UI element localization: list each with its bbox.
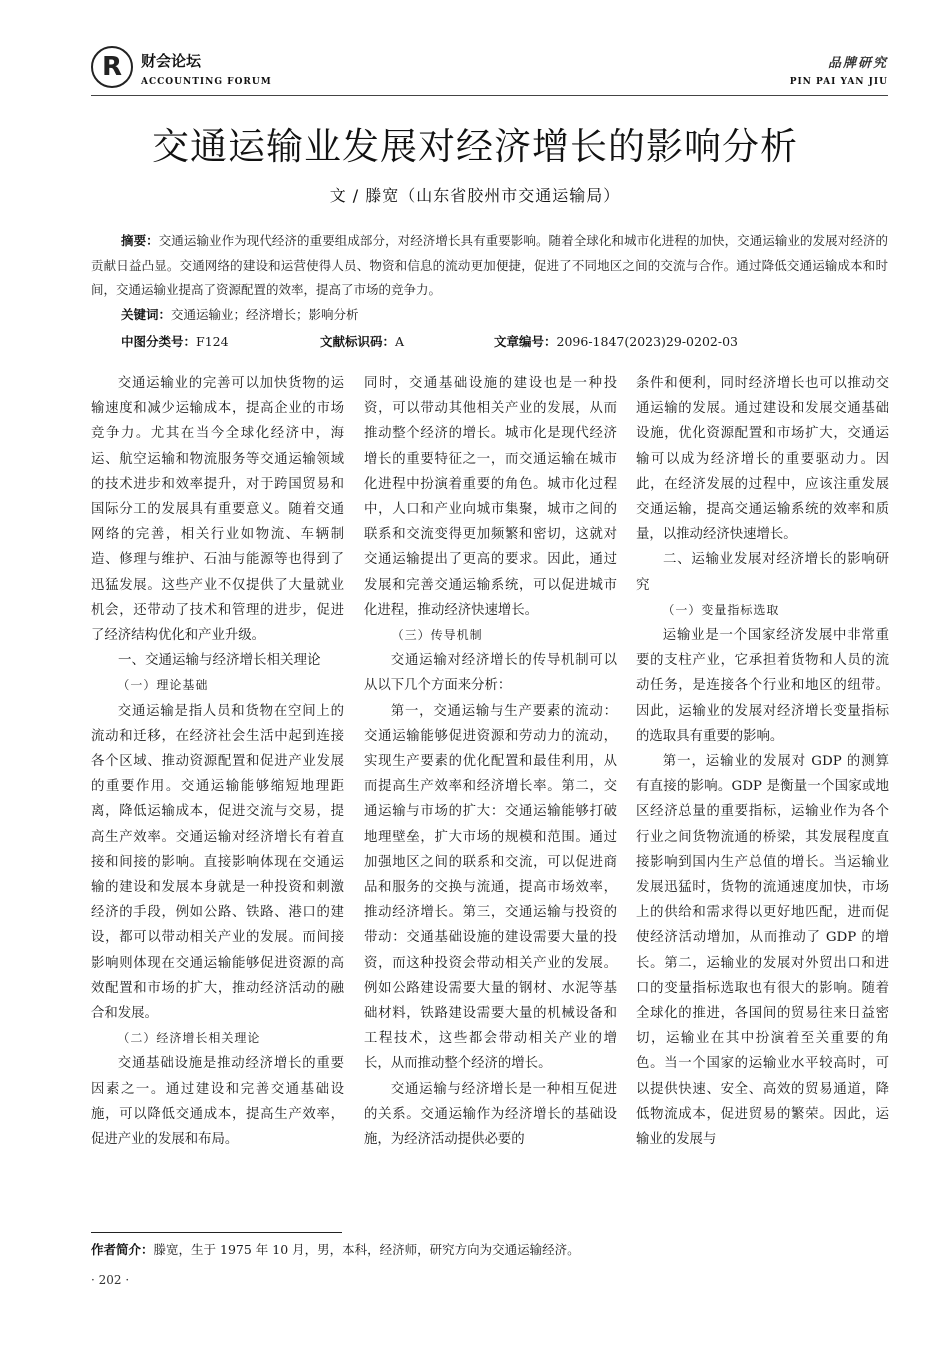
clc-label: 中图分类号： xyxy=(121,334,197,349)
abstract xyxy=(91,229,888,303)
author-bio-text: 滕宽，生于 1975 年 10 月，男，本科，经济师，研究方向为交通运输经济。 xyxy=(153,1242,580,1257)
section-name-en: PIN PAI YAN JIU xyxy=(789,77,888,87)
page-number: · 202 · xyxy=(91,1273,130,1287)
paragraph: 交通运输是指人员和货物在空间上的流动和迁移，在经济社会生活中起到连接各个区域、推动资源配置和促进产业发展的重要作用。交通运输能够缩短地理距离，降低运输成本，促进交流与交易，提高生产效率。交通运输对经济增长有着直接和间接的影响。直接影响体现在交通运输的建设和发展本身就是一种投资和刺激经济的手段，例如公路、铁路、港口的建设，都可以带动相关产业的发展。而间接影响则体现在交通运输能够促进资源的高效配置和市场的扩大，推动经济活动的融合和发展。 xyxy=(91,703,344,1022)
clc-number xyxy=(121,333,229,351)
journal-logo: R xyxy=(91,46,133,88)
paragraph: 交通运输对经济增长的传导机制可以从以下几个方面来分析： xyxy=(364,653,617,694)
abstract-text: 交通运输业作为现代经济的重要组成部分，对经济增长具有重要影响。随着全球化和城市化进程的加快，交通运输业的发展对经济的贡献日益凸显。交通网络的建设和运营使得人员、物资和信息的流动更加便捷，促进了不同地区之间的交流与合作。通过降低交通运输成本和时间，交通运输业提高了资源配置的效率，提高了市场的竞争力。 xyxy=(91,233,888,297)
article-title: 交通运输业发展对经济增长的影响分析 xyxy=(152,125,798,168)
article-number xyxy=(494,333,738,351)
article-number-label: 文章编号： xyxy=(494,334,557,349)
article-number-value: 2096-1847(2023)29-0202-03 xyxy=(556,334,738,349)
doc-label: 文献标识码： xyxy=(320,334,396,349)
author-bio xyxy=(91,1241,580,1259)
paragraph: 交通运输业的完善可以加快货物的运输速度和减少运输成本，提高企业的市场竞争力。尤其在当今全球化经济中，海运、航空运输和物流服务等交通运输领域的技术进步和效率提升，对于跨国贸易和国际分工的发展具有重要意义。随着交通网络的完善，相关行业如物流、车辆制造、修理与维护、石油与能源等也得到了迅猛发展。这些产业不仅提供了大量就业机会，还带动了技术和管理的进步，促进了经济结构优化和产业升级。 xyxy=(91,376,344,644)
body-column-2 xyxy=(364,371,617,1152)
subsection-heading: （三）传导机制 xyxy=(391,628,483,643)
paragraph: 条件和便利，同时经济增长也可以推动交通运输的发展。通过建设和发展交通基础设施，优化资源配置和市场扩大，交通运输可以成为经济增长的重要驱动力。因此，在经济发展的过程中，应该注重发展交通运输，提高交通运输系统的效率和质量，以推动经济快速增长。 xyxy=(636,376,889,543)
abstract-label: 摘要： xyxy=(121,233,159,248)
footnote-rule xyxy=(91,1232,342,1233)
section-heading-1: 一、交通运输与经济增长相关理论 xyxy=(118,652,321,669)
author-bio-label: 作者简介： xyxy=(91,1242,154,1257)
clc-value: F124 xyxy=(196,334,229,349)
body-column-1 xyxy=(91,371,344,1152)
journal-name-en: ACCOUNTING FORUM xyxy=(141,77,272,87)
subsection-heading: （一）理论基础 xyxy=(117,678,209,693)
header-rule xyxy=(91,95,888,96)
body-column-3 xyxy=(636,371,889,1152)
doc-code xyxy=(320,333,404,351)
paragraph: 第一，交通运输与生产要素的流动：交通运输能够促进资源和劳动力的流动，实现生产要素的优化配置和最佳利用，从而提高生产效率和经济增长率。第二，交通运输与市场的扩大：交通运输能够打破地理壁垒，扩大市场的规模和范围。通过加强地区之间的联系和交流，可以促进商品和服务的交换与流通，提高市场效率，推动经济增长。第三，交通运输与投资的带动：交通基础设施的建设需要大量的投资，而这种投资会带动相关产业的发展。例如公路建设需要大量的钢材、水泥等基础材料，铁路建设需要大量的机械设备和工程技术，这些都会带动相关产业的增长，从而推动整个经济的增长。 xyxy=(364,703,617,1072)
doc-value: A xyxy=(395,334,405,349)
subsection-heading: （一）变量指标选取 xyxy=(662,602,780,617)
keywords xyxy=(121,306,359,324)
keywords-label: 关键词： xyxy=(121,307,172,322)
section-name: 品牌研究 xyxy=(827,56,888,71)
subsection-heading: （二）经济增长相关理论 xyxy=(117,1031,261,1046)
author-line: 文 / 滕宽（山东省胶州市交通运输局） xyxy=(329,186,621,205)
keywords-text: 交通运输业；经济增长；影响分析 xyxy=(171,307,359,322)
paragraph: 运输业是一个国家经济发展中非常重要的支柱产业，它承担着货物和人员的流动任务，是连接各个行业和地区的纽带。因此，运输业的发展对经济增长变量指标的选取具有重要的影响。 xyxy=(636,628,889,744)
paragraph: 第一，运输业的发展对 GDP 的测算有直接的影响。GDP 是衡量一个国家或地区经济总量的重要指标，运输业作为各个行业之间货物流通的桥梁，其发展程度直接影响到国内生产总值的增长。当运输业发展迅猛时，货物的流通速度加快，市场上的供给和需求得以更好地匹配，进而促使经济活动增加，从而推动了 GDP 的增长。第二，运输业的发展对外贸出口和进口的变量指标选取也有很大的影响。随着全球化的推进，各国间的贸易往来日益密切，运输业在其中扮演着至关重要的角色。当一个国家的运输业水平较高时，可以提供快速、安全、高效的贸易通道，降低物流成本，促进贸易的繁荣。因此，运输业的发展与 xyxy=(636,754,889,1148)
paragraph: 交通基础设施是推动经济增长的重要因素之一。通过建设和完善交通基础设施，可以降低交通成本，提高生产效率，促进产业的发展和布局。 xyxy=(91,1056,344,1148)
paragraph: 同时，交通基础设施的建设也是一种投资，可以带动其他相关产业的发展，从而推动整个经济的增长。城市化是现代经济增长的重要特征之一，而交通运输在城市化进程中扮演着重要的角色。城市化过程中，人口和产业向城市集聚，城市之间的联系和交流变得更加频繁和密切，这就对交通运输提出了更高的要求。因此，通过发展和完善交通运输系统，可以促进城市化进程，推动经济快速增长。 xyxy=(364,376,617,618)
paragraph: 交通运输与经济增长是一种相互促进的关系。交通运输作为经济增长的基础设施，为经济活动提供必要的 xyxy=(364,1081,617,1148)
journal-name: 财会论坛 xyxy=(141,52,202,70)
section-heading-2: 二、运输业发展对经济增长的影响研究 xyxy=(636,551,889,593)
